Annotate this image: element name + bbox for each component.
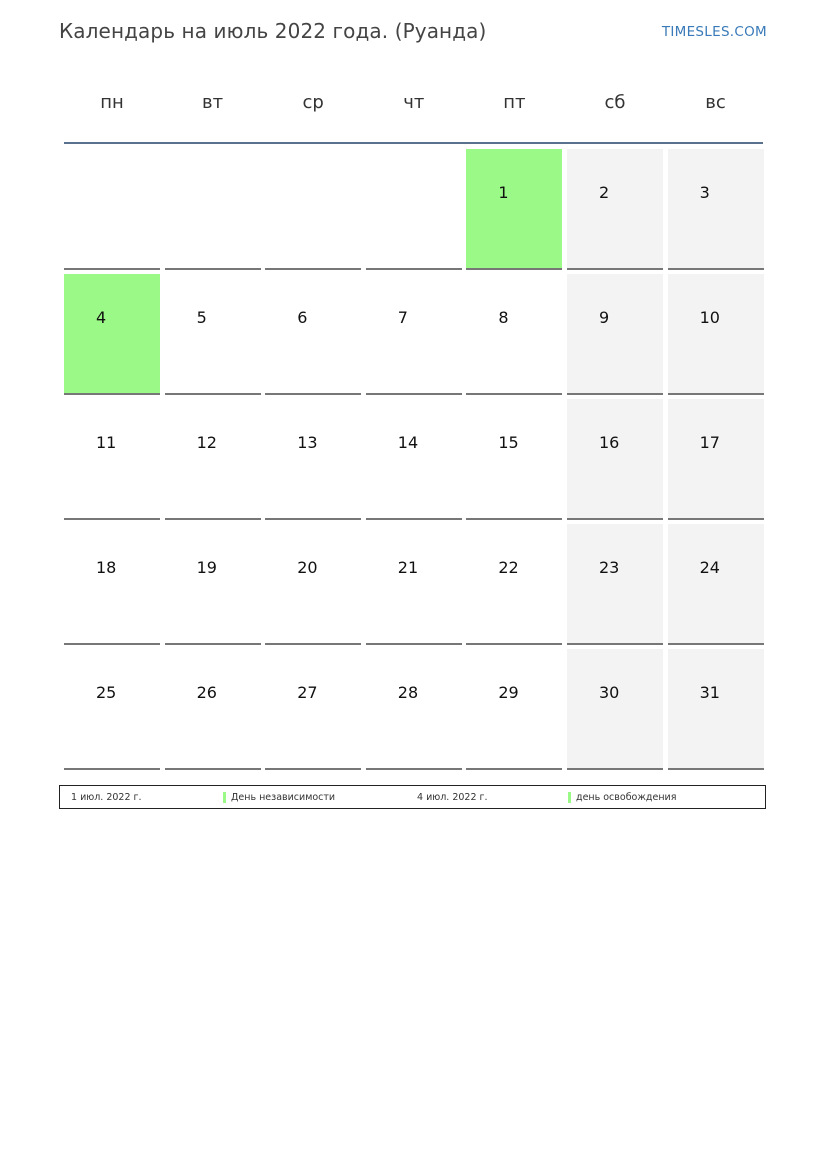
calendar-day-cell: [64, 399, 160, 520]
calendar-empty-cell: [165, 149, 261, 270]
day-number: 16: [598, 433, 620, 452]
calendar-day-cell: [64, 649, 160, 770]
calendar-day-cell: [668, 149, 764, 270]
day-number: 1: [498, 183, 509, 202]
calendar-day-cell: [265, 274, 361, 395]
legend-date-1: 1 июл. 2022 г.: [71, 792, 142, 803]
day-number: 8: [498, 308, 509, 327]
day-number: 21: [397, 558, 419, 577]
calendar-grid: [64, 149, 764, 770]
calendar-day-cell: [265, 399, 361, 520]
calendar-day-cell: [466, 649, 562, 770]
calendar-day-cell: [64, 524, 160, 645]
calendar-day-cell: [567, 399, 663, 520]
day-number: 14: [397, 433, 419, 452]
calendar-day-cell: [567, 524, 663, 645]
calendar-day-cell: [668, 524, 764, 645]
calendar-day-cell: [366, 649, 462, 770]
weekday-sat: сб: [604, 92, 626, 113]
calendar-day-cell: [366, 274, 462, 395]
day-number: 2: [598, 183, 610, 202]
day-number: 12: [196, 433, 217, 452]
calendar-day-cell: [567, 274, 663, 395]
day-number: 18: [96, 558, 117, 577]
weekday-wed: ср: [302, 92, 324, 113]
day-number: 5: [196, 308, 207, 327]
calendar-day-cell: [165, 274, 261, 395]
legend-holiday-name-2: день освобождения: [576, 792, 677, 803]
weekday-fri: пт: [503, 92, 526, 113]
day-number: 23: [598, 558, 620, 577]
calendar-day-cell: [165, 524, 261, 645]
legend-date-2: 4 июл. 2022 г.: [417, 792, 488, 803]
calendar-empty-cell: [265, 149, 361, 270]
calendar-day-cell: [567, 649, 663, 770]
calendar-day-cell: [64, 274, 160, 395]
calendar-empty-cell: [366, 149, 462, 270]
day-number: 19: [196, 558, 217, 577]
calendar-day-cell: [265, 524, 361, 645]
day-number: 28: [397, 683, 419, 702]
day-number: 10: [699, 308, 720, 327]
day-number: 13: [297, 433, 318, 452]
day-number: 26: [196, 683, 217, 702]
holiday-legend: [59, 785, 766, 809]
brand-link[interactable]: TIMESLES.COM: [661, 24, 767, 40]
legend-holiday-name-1: День независимости: [231, 792, 336, 803]
day-number: 3: [699, 183, 710, 202]
calendar-day-cell: [366, 399, 462, 520]
day-number: 30: [598, 683, 620, 702]
day-number: 27: [297, 683, 318, 702]
calendar-day-cell: [466, 524, 562, 645]
day-number: 31: [699, 683, 720, 702]
day-number: 20: [297, 558, 318, 577]
calendar-day-cell: [165, 649, 261, 770]
legend-color-marker-1: [223, 792, 226, 803]
weekday-mon: пн: [100, 92, 124, 113]
calendar-day-cell: [668, 399, 764, 520]
day-number: 11: [96, 433, 117, 452]
calendar-day-cell: [165, 399, 261, 520]
calendar-day-cell: [668, 274, 764, 395]
calendar-empty-cell: [64, 149, 160, 270]
day-number: 24: [699, 558, 720, 577]
day-number: 7: [397, 308, 408, 327]
day-number: 9: [598, 308, 610, 327]
day-number: 17: [699, 433, 720, 452]
day-number: 4: [96, 308, 107, 327]
calendar-day-cell: [668, 649, 764, 770]
weekday-header: [64, 92, 764, 113]
calendar-day-cell: [567, 149, 663, 270]
day-number: 29: [498, 683, 519, 702]
calendar-day-cell: [366, 524, 462, 645]
header-divider: [64, 142, 763, 144]
day-number: 6: [297, 308, 308, 327]
day-number: 25: [96, 683, 117, 702]
legend-color-marker-2: [568, 792, 571, 803]
weekday-thu: чт: [403, 92, 425, 113]
calendar-day-cell: [466, 274, 562, 395]
day-number: 15: [498, 433, 519, 452]
calendar-day-cell: [466, 399, 562, 520]
calendar-day-cell: [466, 149, 562, 270]
weekday-sun: вс: [705, 92, 726, 113]
page-title: Календарь на июль 2022 года. (Руанда): [59, 19, 487, 43]
day-number: 22: [498, 558, 519, 577]
weekday-tue: вт: [202, 92, 224, 113]
calendar-day-cell: [265, 649, 361, 770]
